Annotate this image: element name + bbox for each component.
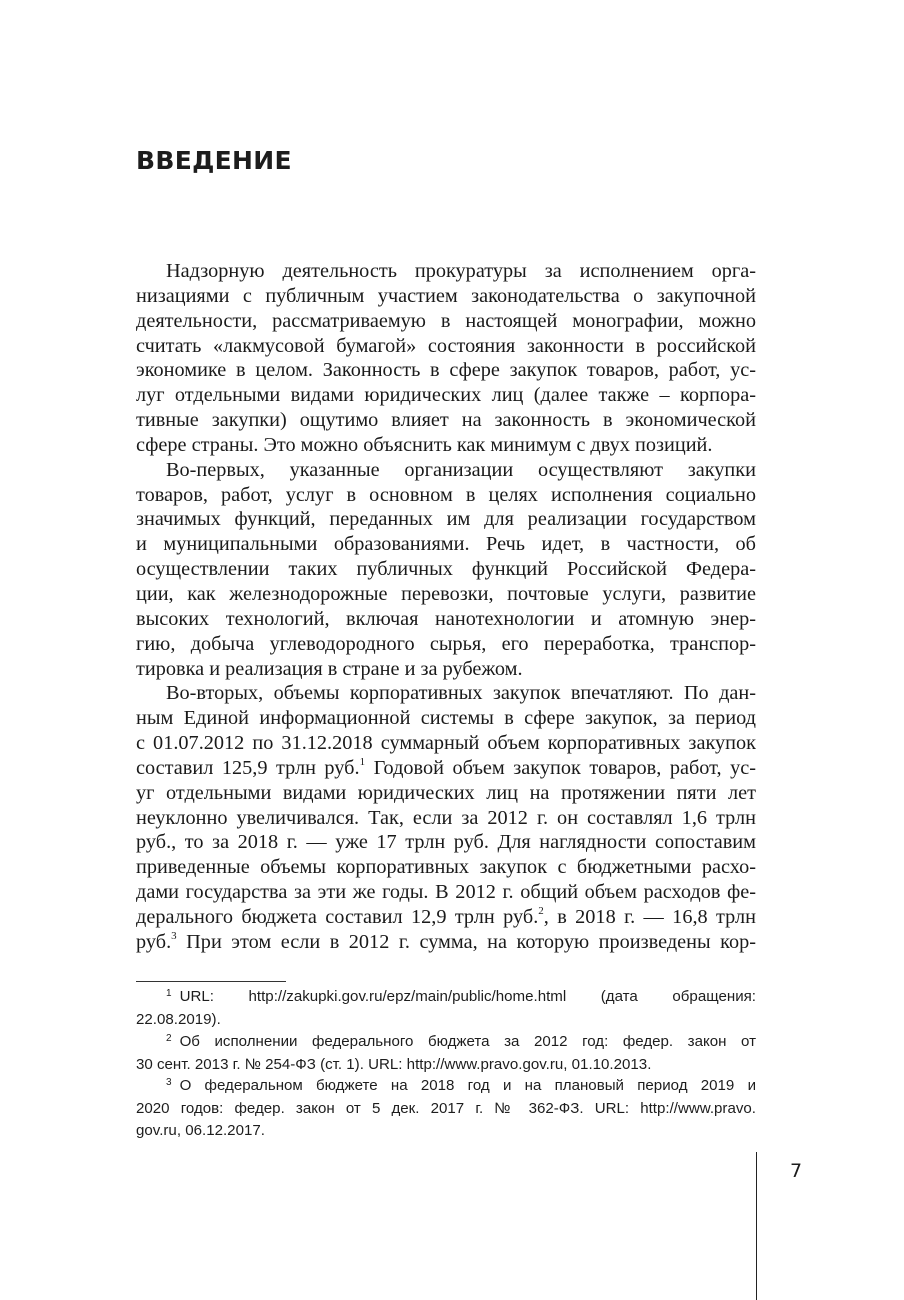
footnote-text: О федеральном бюджете на 2018 год и на плановый период 2019 и bbox=[179, 1077, 756, 1095]
footnote-number: 1 bbox=[166, 988, 172, 999]
line-segment: руб. bbox=[136, 930, 172, 953]
footnote-line: gov.ru, 06.12.2017. bbox=[136, 1121, 265, 1139]
text-line: с 01.07.2012 по 31.12.2018 суммарный объем корпоративных закупок bbox=[136, 732, 756, 755]
page-margin-rule bbox=[756, 1152, 757, 1300]
chapter-heading: ВВЕДЕНИЕ bbox=[136, 146, 292, 175]
footnote-ref[interactable]: 2 bbox=[538, 905, 544, 918]
footnote-text: URL: http://zakupki.gov.ru/epz/main/public/home.html (дата обращения: bbox=[179, 988, 756, 1005]
footnote-ref[interactable]: 1 bbox=[359, 756, 366, 769]
footnote-ref[interactable]: 3 bbox=[171, 930, 177, 943]
main-text bbox=[136, 259, 756, 955]
text-line: приведенные объемы корпоративных закупок с бюджетными расхо- bbox=[136, 856, 756, 879]
text-line bbox=[136, 930, 756, 955]
text-line: тировка и реализация в стране и за рубежом. bbox=[136, 657, 523, 680]
footnotes bbox=[136, 986, 756, 1141]
text-line: ным Единой информационной системы в сфере закупок, за период bbox=[136, 707, 756, 730]
footnote-line bbox=[136, 1031, 756, 1054]
text-line: высоких технологий, включая нанотехнологии и атомную энер- bbox=[136, 607, 756, 630]
text-line: луг отдельными видами юридических лиц (далее также – корпора- bbox=[136, 384, 756, 407]
footnote-separator bbox=[136, 981, 286, 982]
page-number: 7 bbox=[790, 1160, 803, 1182]
line-segment: При этом если в 2012 г. сумма, на которую произведены кор- bbox=[186, 930, 756, 953]
footnote-number: 2 bbox=[166, 1032, 172, 1044]
text-line: считать «лакмусовой бумагой» состояния законности в российской bbox=[136, 334, 756, 357]
text-line: экономике в целом. Законность в сфере закупок товаров, работ, ус- bbox=[136, 359, 756, 382]
text-line: Во-первых, указанные организации осуществляют закупки bbox=[166, 458, 756, 481]
footnote-line: 2020 годов: федер. закон от 5 дек. 2017 г. № 362-ФЗ. URL: http://www.pravo. bbox=[136, 1100, 756, 1118]
text-line: руб., то за 2018 г. — уже 17 трлн руб. Для наглядности сопоставим bbox=[136, 831, 756, 854]
line-segment: дерального бюджета составил 12,9 трлн руб. bbox=[136, 905, 539, 928]
text-line: тивные закупки) ощутимо влияет на законность в экономической bbox=[136, 409, 756, 432]
footnote-line: 30 сент. 2013 г. № 254-ФЗ (ст. 1). URL: http://www.pravo.gov.ru, 01.10.2013. bbox=[136, 1055, 652, 1073]
footnote-line: 22.08.2019). bbox=[136, 1011, 221, 1029]
line-segment: составил 125,9 трлн руб. bbox=[136, 756, 360, 779]
text-line: ции, как железнодорожные перевозки, почтовые услуги, развитие bbox=[136, 582, 756, 605]
line-segment: Годовой объем закупок товаров, работ, ус- bbox=[365, 756, 756, 779]
text-line: уг отдельными видами юридических лиц на протяжении пяти лет bbox=[136, 781, 756, 804]
text-line: и муниципальными образованиями. Речь идет, в частности, об bbox=[136, 533, 756, 556]
text-line: Во-вторых, объемы корпоративных закупок впечатляют. По дан- bbox=[166, 682, 756, 705]
text-line: низациями с публичным участием законодательства о закупочной bbox=[136, 284, 756, 307]
footnote-number: 3 bbox=[166, 1077, 172, 1089]
text-line: Надзорную деятельность прокуратуры за исполнением орга- bbox=[166, 260, 756, 282]
text-line: дами государства за эти же годы. В 2012 г. общий объем расходов фе- bbox=[136, 881, 756, 904]
line-segment: , в 2018 г. — 16,8 трлн bbox=[543, 905, 756, 928]
text-line: осуществлении таких публичных функций Российской Федера- bbox=[136, 558, 756, 581]
text-line: значимых функций, переданных им для реализации государством bbox=[136, 508, 756, 531]
text-line: деятельности, рассматриваемую в настоящей монографии, можно bbox=[136, 309, 756, 332]
text-line: сфере страны. Это можно объяснить как минимум с двух позиций. bbox=[136, 433, 713, 456]
text-line bbox=[136, 756, 756, 781]
text-line bbox=[136, 905, 756, 930]
footnote-text: Об исполнении федерального бюджета за 2012 год: федер. закон от bbox=[179, 1032, 756, 1050]
text-line: гию, добыча углеводородного сырья, его переработка, транспор- bbox=[136, 632, 756, 655]
text-line: товаров, работ, услуг в основном в целях исполнения социально bbox=[136, 483, 756, 506]
footnote-line bbox=[136, 1075, 756, 1098]
text-line: неуклонно увеличивался. Так, если за 2012 г. он составлял 1,6 трлн bbox=[136, 806, 756, 829]
footnote-line bbox=[136, 986, 756, 1009]
